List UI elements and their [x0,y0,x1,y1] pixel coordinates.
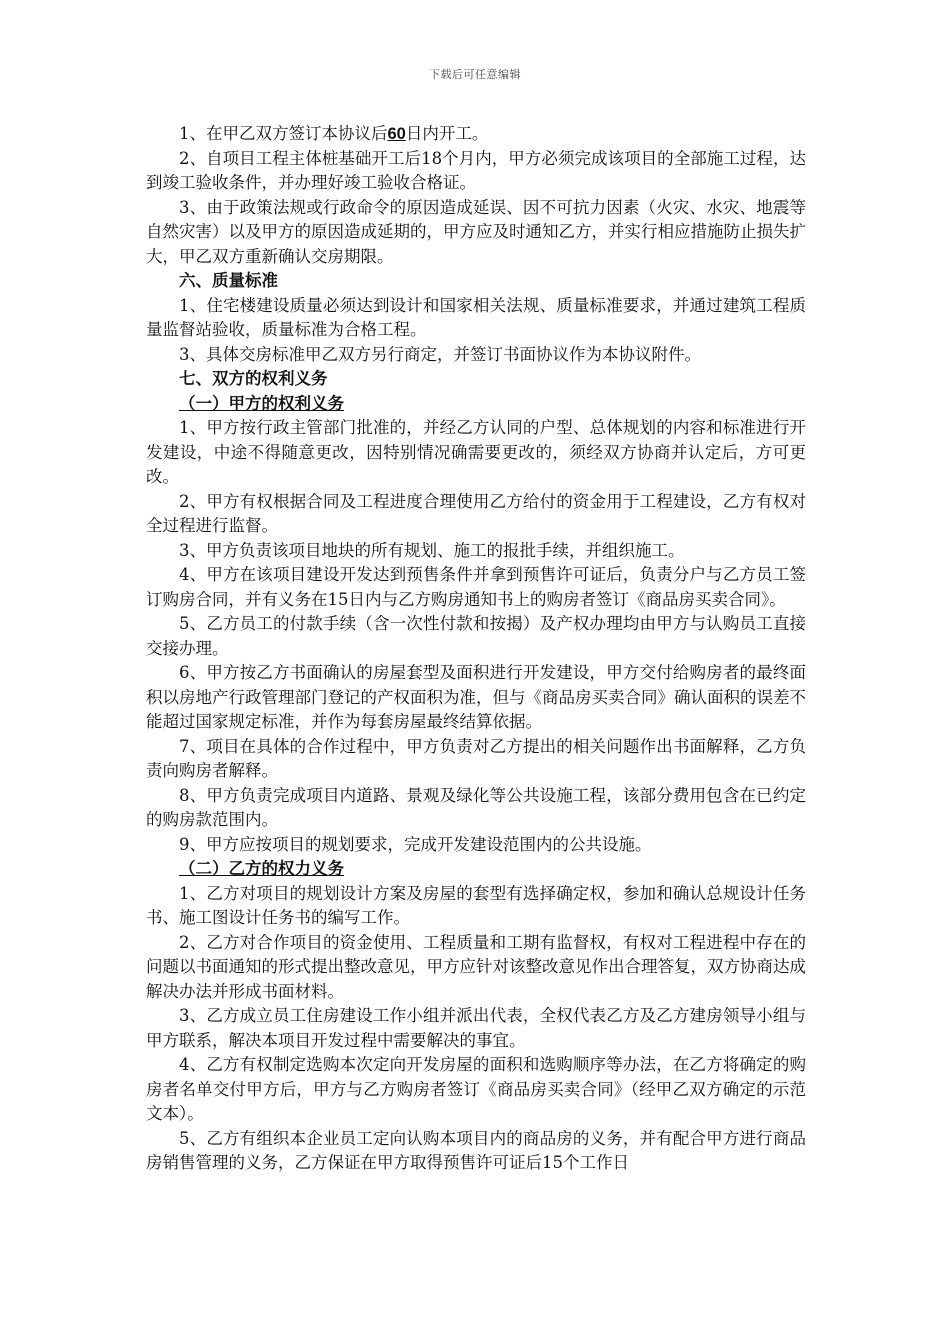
paragraph-b1: 1、乙方对项目的规划设计方案及房屋的套型有选择确定权，参加和确认总规设计任务书、施工图设计任务书的编写工作。 [146,883,806,927]
paragraph-a9: 9、甲方应按项目的规划要求，完成开发建设范围内的公共设施。 [179,834,652,854]
paragraph-completion: 2、自项目工程主体桩基础开工后18个月内，甲方必须完成该项目的全部施工过程，达到竣工验收条件，并办理好竣工验收合格证。 [146,148,806,192]
paragraph-quality-1: 1、住宅楼建设质量必须达到设计和国家相关法规、质量标准要求，并通过建筑工程质量监督站验收，质量标准为合格工程。 [146,295,806,339]
underlined-number: 60 [387,125,406,143]
subsection-heading-party-b: （二）乙方的权力义务 [179,859,344,878]
paragraph-b3: 3、乙方成立员工住房建设工作小组并派出代表，全权代表乙方及乙方建房领导小组与甲方联系，解决本项目开发过程中需要解决的事宜。 [146,1006,806,1050]
paragraph-a3: 3、甲方负责该项目地块的所有规划、施工的报批手续，并组织施工。 [179,540,685,560]
paragraph-b5: 5、乙方有组织本企业员工定向认购本项目内的商品房的义务，并有配合甲方进行商品房销售管理的义务，乙方保证在甲方取得预售许可证后15个工作日 [146,1128,806,1172]
paragraph-b4: 4、乙方有权制定选购本次定向开发房屋的面积和选购顺序等办法，在乙方将确定的购房者名单交付甲方后，甲方与乙方购房者签订《商品房买卖合同》（经甲乙双方确定的示范文本）。 [146,1055,806,1123]
paragraph-a1: 1、甲方按行政主管部门批准的，并经乙方认同的户型、总体规划的内容和标准进行开发建设，中途不得随意更改，因特别情况确需要更改的，须经双方协商并认定后，方可更改。 [146,418,806,486]
paragraph-start-date [146,122,806,147]
paragraph-a6: 6、甲方按乙方书面确认的房屋套型及面积进行开发建设，甲方交付给购房者的最终面积以房地产行政管理部门登记的产权面积为准，但与《商品房买卖合同》确认面积的误差不能超过国家规定标准，并作为每套房屋最终结算依据。 [146,663,806,731]
paragraph-quality-3: 3、具体交房标准甲乙双方另行商定，并签订书面协议作为本协议附件。 [179,344,701,364]
header-note: 下载后可任意编辑 [429,68,521,81]
text-fragment: 日内开工。 [405,124,489,143]
paragraph-a7: 7、项目在具体的合作过程中，甲方负责对乙方提出的相关问题作出书面解释，乙方负责向购房者解释。 [146,736,806,780]
document-body [146,122,806,1176]
subsection-heading-party-a: （一）甲方的权利义务 [179,393,344,413]
paragraph-a5: 5、乙方员工的付款手续（含一次性付款和按揭）及产权办理均由甲方与认购员工直接交接办理。 [146,614,806,658]
paragraph-a8: 8、甲方负责完成项目内道路、景观及绿化等公共设施工程，该部分费用包含在已约定的购房款范围内。 [146,785,806,829]
text-fragment: 1、在甲乙双方签订本协议后 [179,124,388,143]
paragraph-b2: 2、乙方对合作项目的资金使用、工程质量和工期有监督权，有权对工程进程中存在的问题以书面通知的形式提出整改意见，甲方应针对该整改意见作出合理答复，双方协商达成解决办法并形成书面材料。 [146,932,806,1001]
paragraph-delay: 3、由于政策法规或行政命令的原因造成延误、因不可抗力因素（火灾、水灾、地震等自然灾害）以及甲方的原因造成延期的，甲方应及时通知乙方，并实行相应措施防止损失扩大，甲乙双方重新确认交房期限。 [146,197,806,266]
section-heading-rights: 七、双方的权利义务 [179,369,328,388]
section-heading-quality: 六、质量标准 [179,271,278,290]
paragraph-a4: 4、甲方在该项目建设开发达到预售条件并拿到预售许可证后，负责分户与乙方员工签订购房合同，并有义务在15日内与乙方购房通知书上的购房者签订《商品房买卖合同》。 [146,565,806,609]
paragraph-a2: 2、甲方有权根据合同及工程进度合理使用乙方给付的资金用于工程建设，乙方有权对全过程进行监督。 [146,491,806,535]
